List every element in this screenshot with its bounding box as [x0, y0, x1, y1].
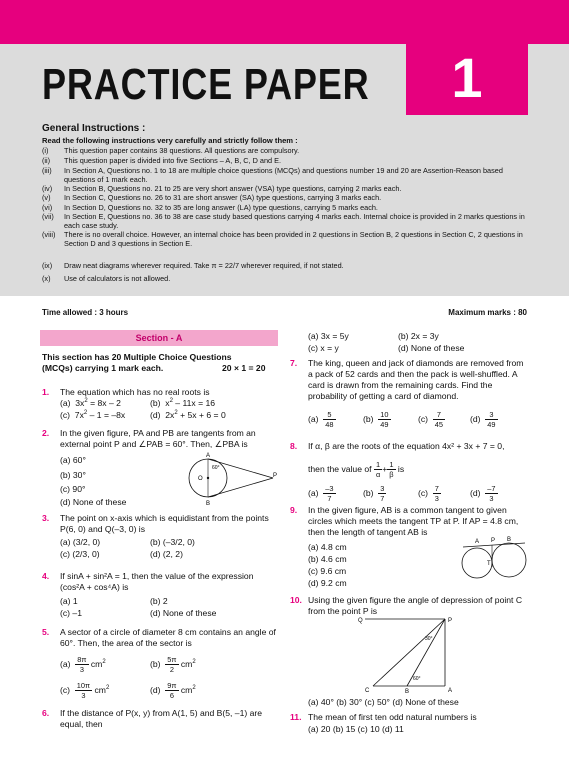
instruction-roman: (i): [42, 146, 49, 155]
instruction-roman: (ix): [42, 261, 53, 270]
q4-option-d: (d) None of these: [150, 608, 217, 618]
general-instructions-title: General Instructions :: [42, 123, 146, 134]
q9-circles-figure: [455, 533, 535, 581]
q1-option-c: (c) $7x^2 - 1 = -8x$: [60, 410, 126, 420]
instruction-item: [42, 166, 532, 184]
q6-option-a: (a) 3x = 5y: [308, 331, 349, 341]
instruction-text: In Section E, Questions no. 36 to 38 are case study based questions carrying 4 marks each. Internal choice is provided in 2 marks questions in each case study.: [64, 212, 525, 230]
instruction-roman: (iv): [42, 184, 53, 193]
q5-option-d: (d) $\frac{9\pi}{6}$ $cm^2$: [150, 681, 196, 700]
q2-text: In the given figure, PA and PB are tangents from an external point P and ∠PAB = 60°. Then, ∠PBA is: [60, 428, 256, 449]
time-allowed: Time allowed : 3 hours: [42, 308, 129, 317]
fig10-label-p: P: [448, 618, 453, 624]
instruction-text: Use of calculators is not allowed.: [64, 274, 171, 283]
q5-option-b: (b) $\frac{5\pi}{2}$ $cm^2$: [150, 655, 196, 674]
instruction-item: [42, 156, 532, 165]
fig2-label-p: P: [273, 473, 278, 479]
instruction-item: [42, 184, 532, 193]
q5-option-a: (a) $\frac{8\pi}{3}$ $cm^2$: [60, 655, 106, 674]
q3-text: The point on x-axis which is equidistant from the points P(6, 0) and Q(–3, 0) is: [60, 513, 269, 534]
fig10-angle-30: 30°: [425, 636, 433, 642]
q1-option-d: (d) $2x^2 + 5x + 6 = 0$: [150, 410, 226, 420]
q9-option-a: (a) 4.8 cm: [308, 542, 347, 552]
instruction-item: [42, 230, 532, 257]
instruction-roman: (v): [42, 193, 51, 202]
q9-option-b: (b) 4.6 cm: [308, 554, 347, 564]
instruction-roman: (ii): [42, 156, 51, 165]
q7-number: 7.: [290, 358, 298, 368]
instruction-text: There is no overall choice. However, an internal choice has been provided in 2 questions in Section B, 2 questions in Section C, 2 questions in Section D and 3 questions in Section E.: [64, 230, 523, 248]
q1-text: The equation which has no real roots is: [60, 387, 210, 397]
fig9-label-a: A: [475, 539, 480, 545]
section-marks: 20 × 1 = 20: [222, 363, 266, 373]
instruction-text: This question paper contains 38 questions. All questions are compulsory.: [64, 146, 300, 155]
fig10-label-c: C: [365, 688, 370, 694]
q8-option-c: (c) $\frac{7}{3}$: [418, 484, 439, 503]
maximum-marks: Maximum marks : 80: [448, 308, 527, 317]
q1-number: 1.: [42, 387, 50, 397]
fig2-angle: 60°: [212, 465, 220, 471]
q4-option-c: (c) –1: [60, 608, 82, 618]
q2-option-a: (a) 60°: [60, 455, 86, 465]
instruction-roman: (vii): [42, 212, 54, 221]
q4-number: 4.: [42, 571, 50, 581]
q2-option-c: (c) 90°: [60, 484, 86, 494]
instruction-text: In Section A, Questions no. 1 to 18 are multiple choice questions (MCQs) and questions number 19 and 20 are Assertion-Reason based questions of 1 mark each.: [64, 166, 503, 184]
instruction-text: In Section D, Questions no. 32 to 35 are long answer (LA) type questions, carrying 5 marks each.: [64, 203, 378, 212]
fig10-label-b: B: [405, 689, 410, 694]
instruction-item: [42, 274, 532, 283]
q8-option-b: (b) $\frac{3}{7}$: [363, 484, 385, 503]
instruction-text: In Section B, Questions no. 21 to 25 are very short answer (VSA) type questions, carrying 2 marks each.: [64, 184, 402, 193]
instruction-item: [42, 146, 532, 155]
q6-option-b: (b) 2x = 3y: [398, 331, 439, 341]
top-accent-bar: [0, 0, 569, 44]
q1-option-b: (b) $x^2 - 11x = 16$: [150, 398, 216, 408]
q5-option-c: (c) $\frac{10\pi}{3}$ $cm^2$: [60, 681, 110, 700]
q3-option-b: (b) (–3/2, 0): [150, 537, 195, 547]
fig10-label-q: Q: [358, 618, 363, 624]
q3-option-c: (c) (2/3, 0): [60, 549, 100, 559]
instruction-roman: (vi): [42, 203, 53, 212]
q8-text: If α, β are the roots of the equation 4x² + 3x + 7 = 0,: [308, 441, 505, 451]
instruction-text: Draw neat diagrams wherever required. Take π = 22/7 wherever required, if not stated.: [64, 261, 344, 270]
fig9-label-b: B: [507, 537, 512, 543]
q7-option-b: (b) $\frac{10}{49}$: [363, 410, 389, 429]
q3-option-d: (d) (2, 2): [150, 549, 183, 559]
fig2-label-o: O: [198, 476, 203, 482]
section-a-heading: Section - A: [40, 330, 278, 346]
q10-options: (a) 40° (b) 30° (c) 50° (d) None of these: [308, 697, 459, 707]
fig9-label-p: P: [491, 538, 496, 544]
instructions-intro: Read the following instructions very carefully and strictly follow them :: [42, 136, 298, 145]
page-title: PRACTICE PAPER: [42, 60, 370, 109]
q2-tangent-figure: [178, 450, 278, 506]
q10-text: Using the given figure the angle of depression of point C from the point P is: [308, 595, 523, 616]
paper-number-badge: 1: [406, 44, 528, 115]
q3-option-a: (a) (3/2, 0): [60, 537, 101, 547]
instruction-roman: (iii): [42, 166, 52, 175]
q6-option-c: (c) x = y: [308, 343, 339, 353]
instruction-roman: (viii): [42, 230, 56, 239]
q1-option-a: (a) $3x^2 = 8x - 2$: [60, 398, 121, 408]
q3-number: 3.: [42, 513, 50, 523]
q8-option-d: (d) $\frac{-7}{3}$: [470, 484, 496, 503]
q7-option-d: (d) $\frac{3}{49}$: [470, 410, 496, 429]
q8-option-a: (a) $\frac{-3}{7}$: [308, 484, 334, 503]
q6-option-d: (d) None of these: [398, 343, 465, 353]
q9-option-c: (c) 9.6 cm: [308, 566, 347, 576]
instruction-item: [42, 212, 532, 230]
q11-number: 11.: [290, 712, 302, 722]
q7-option-c: (c) $\frac{7}{45}$: [418, 410, 444, 429]
q4-option-a: (a) 1: [60, 596, 78, 606]
fig10-angle-60: 60°: [413, 676, 421, 682]
instruction-item: [42, 193, 532, 202]
q9-option-d: (d) 9.2 cm: [308, 578, 347, 588]
q11-options: (a) 20 (b) 15 (c) 10 (d) 11: [308, 724, 404, 734]
q7-text: The king, queen and jack of diamonds are removed from a pack of 52 cards and then the pack is well-shuffled. A card is drawn from the remaining cards. Find the probability of getting a card of diamond.: [308, 358, 524, 401]
q2-number: 2.: [42, 428, 50, 438]
q10-depression-figure: [355, 614, 465, 694]
q4-option-b: (b) 2: [150, 596, 168, 606]
q8-number: 8.: [290, 441, 298, 451]
q4-text: If sinA + sin²A = 1, then the value of the expression (cos²A + cos⁴A) is: [60, 571, 254, 592]
q5-text: A sector of a circle of diameter 8 cm contains an angle of 60°. Then, the area of the sector is: [60, 627, 276, 648]
q6-number: 6.: [42, 708, 50, 718]
fig9-label-t: T: [487, 561, 491, 567]
q5-number: 5.: [42, 627, 50, 637]
fig10-label-a: A: [448, 688, 453, 694]
q2-option-d: (d) None of these: [60, 497, 127, 507]
instruction-text: This question paper is divided into five Sections – A, B, C, D and E.: [64, 156, 281, 165]
instruction-item: [42, 203, 532, 212]
q9-text: In the given figure, AB is a common tangent to given circles which meets the tangent TP at P. If AP = 4.8 cm, then the length of tangent AB is: [308, 505, 519, 537]
fig2-label-b: B: [206, 501, 211, 506]
fig2-label-a: A: [206, 453, 211, 459]
q7-option-a: (a) $\frac{5}{48}$: [308, 410, 334, 429]
q2-option-b: (b) 30°: [60, 470, 86, 480]
q6-text: If the distance of P(x, y) from A(1, 5) and B(5, –1) are equal, then: [60, 708, 263, 729]
q8-expression: then the value of $\frac{1}{\alpha}$ + $\frac{1}{\beta}$ is: [308, 460, 405, 479]
q11-text: The mean of first ten odd natural numbers is: [308, 712, 477, 722]
instruction-roman: (x): [42, 274, 51, 283]
q9-number: 9.: [290, 505, 298, 515]
instruction-item: [42, 261, 532, 270]
instruction-text: In Section C, Questions no. 26 to 31 are short answer (SA) type questions, carrying 3 marks each.: [64, 193, 382, 202]
q10-number: 10.: [290, 595, 302, 605]
section-intro: This section has 20 Multiple Choice Questions (MCQs) carrying 1 mark each.: [42, 352, 232, 373]
